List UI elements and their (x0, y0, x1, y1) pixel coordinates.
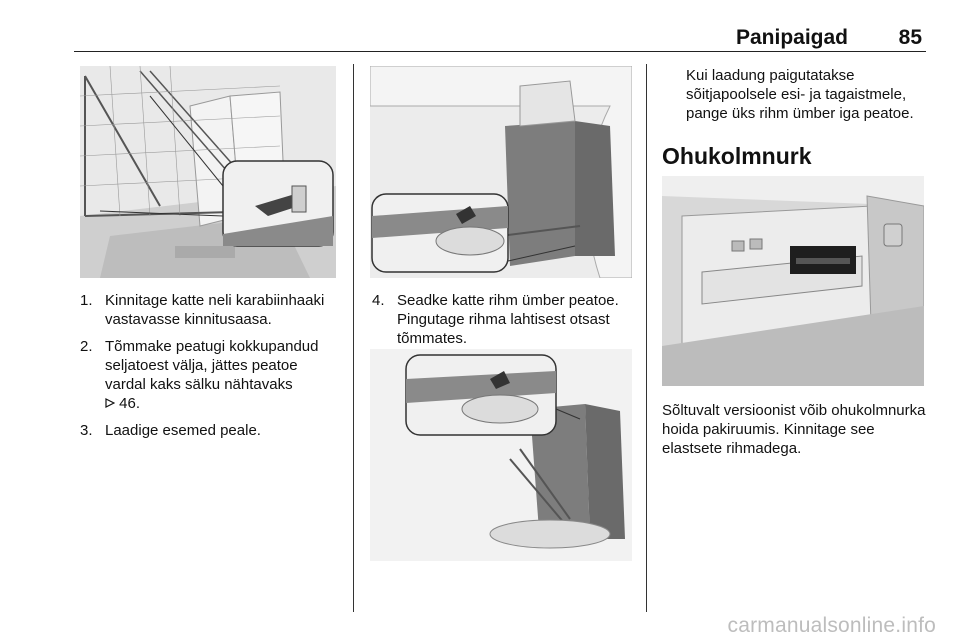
step-number: 2. (80, 338, 93, 355)
page-reference-icon (105, 395, 119, 412)
step-text: Seadke katte rihm ümber peatoe. Pingutage rihma lahtisest otsast tõmmates. (397, 292, 619, 347)
list-item (372, 291, 640, 348)
figure-warning-triangle-storage (662, 176, 924, 386)
list-item (80, 291, 342, 329)
page-title: Panipaigad (735, 26, 848, 49)
figure-strap-tighten (370, 349, 632, 561)
step-number: 3. (80, 422, 93, 439)
column-divider (353, 64, 354, 612)
steps-list-col2 (372, 291, 640, 356)
header-rule (74, 51, 926, 53)
section-heading: Ohukolmnurk (662, 143, 812, 169)
steps-list-col1 (80, 291, 342, 448)
watermark: carmanualsonline.info (727, 614, 936, 637)
list-item (80, 421, 342, 440)
figure-cargo-net-hooks (80, 66, 336, 278)
column-divider (646, 64, 647, 612)
figure-strap-headrest (370, 66, 632, 278)
step-text: Laadige esemed peale. (105, 422, 261, 439)
step-number: 4. (372, 292, 385, 309)
intro-paragraph: Kui laadung paigutatakse sõitjapoolsele esi- ja tagaistmele, pange üks rihm ümber iga peatoe. (686, 67, 914, 122)
list-item (80, 337, 342, 413)
body-paragraph: Sõltuvalt versioonist võib ohukolmnurka hoida pakiruumis. Kinnitage see elastsete rihmadega. (662, 402, 926, 457)
step-number: 1. (80, 292, 93, 309)
page-number: 85 (898, 26, 922, 49)
page-reference[interactable]: 46. (119, 395, 141, 412)
step-text: Tõmmake peatugi kokkupandud seljatoest välja, jättes peatoe vardal kaks sälku nähtavaks (105, 338, 319, 393)
step-text: Kinnitage katte neli karabiinhaaki vastavasse kinnitusaasa. (105, 292, 325, 328)
page-header (74, 22, 926, 52)
